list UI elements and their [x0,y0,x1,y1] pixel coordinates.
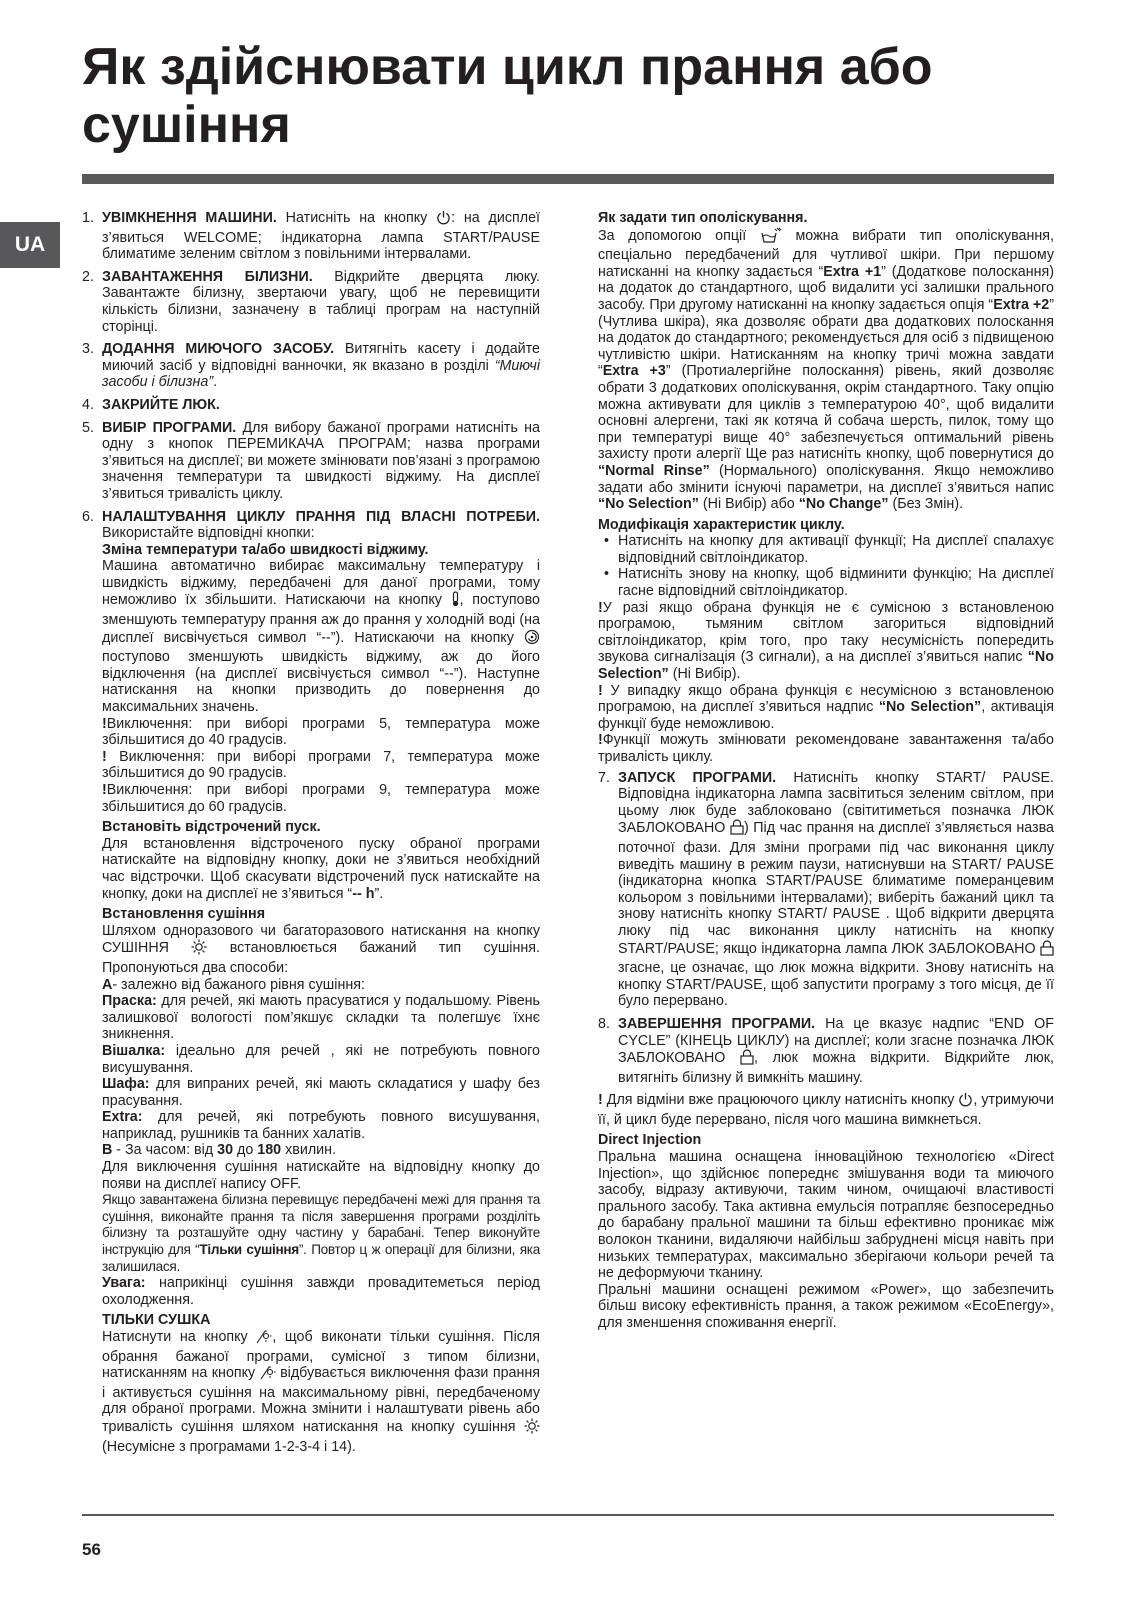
drying-closet [102,1076,540,1109]
language-tab: UA [0,222,60,268]
exception-note [102,716,540,749]
option-label: Вішалка: [102,1042,166,1059]
exception-note [102,749,540,782]
text: ”. Повтор ц ж операції для білизни, яка залишилася. [102,1242,541,1274]
drying-iron [102,993,540,1043]
text: За допомогою опції [598,227,760,244]
step-heading: ЗАВЕРШЕННЯ ПРОГРАМИ. [618,1015,816,1032]
emphasis: Тільки сушіння [199,1242,299,1258]
spin-icon [524,629,540,650]
text: , поступово зменшують температуру прання аж до прання у холодній воді (на дисплеї висвічується символ “--”). Натискаючи на кнопку [102,592,540,646]
step-5 [82,420,540,503]
step-number: 1. [82,210,94,226]
text: , активація функції буде неможливою. [598,699,1055,732]
step-heading: ВИБІР ПРОГРАМИ. [102,419,237,436]
bullet-icon: • [604,566,610,583]
step-number: 4. [82,396,94,413]
lock-icon [1040,940,1054,961]
bullet-item [598,533,1054,566]
dry-only-heading: ТІЛЬКИ СУШКА [102,1312,211,1329]
cooling-note [102,1275,540,1308]
text: відбувається виключення фази прання і активується сушіння на максимальному рівні, передбаченому для обраної програми. Можна змінити і налаштувати рівень або тривалість сушіння шляхом натискання на кнопку сушіння [102,1365,540,1435]
page-title: Як здійснювати цикл прання або сушіння [82,38,933,154]
option-name: Extra +3 [602,363,666,380]
drying-off-text: Для виключення сушіння натискайте на відповідну кнопку до появи на дисплеї напису OFF. [102,1159,540,1192]
thermometer-icon [451,591,460,612]
page-number: 56 [82,1540,101,1559]
step-heading: УВІМКНЕННЯ МАШИНИ. [102,210,277,226]
display-message: “No Selection” [598,496,699,513]
text: хвилин. [281,1142,337,1159]
step-number: 5. [82,419,94,436]
text: (Ні Вибір). [668,666,741,683]
value: 30 [217,1142,234,1159]
lock-icon [740,1049,754,1070]
display-message: “No Change” [798,496,889,513]
text: Натисніть кнопку START/ PAUSE. Відповідна індикаторна лампа засвітиться зеленим світлом, при цьому люк буде заблоковано (світитиметься позначка ЛЮК ЗАБЛОКОВАНО [618,769,1054,837]
text: ) Під час прання на дисплеї з’являється назва поточної фази. Для зміни програми під час виконання циклу виведіть машину в режим паузи, натиснувши на START/ PAUSE (індикаторна кнопка START/PAUSE блиматиме померанцевим кольором з повільними інтервалами); виберіть бажаний цикл та знову натисніть кнопку START/ PAUSE . Щоб відкрити дверцята люку під час виконання циклу натисніть на кнопку START/PAUSE; якщо індикаторна лампа ЛЮК ЗАБЛОКОВАНО [618,820,1054,957]
dry-only-icon [260,1365,276,1385]
step-2 [82,269,540,335]
text: Для відміни вже працюючого циклу натисніть кнопку [602,1092,959,1109]
bullet-icon: • [604,533,610,550]
text: Натисніть знову на кнопку, щоб відминити функцію; На дисплеї гасне відповідний світлоіндикатор. [618,566,1054,600]
text: Натисніть на кнопку для активації функції; На дисплеї спалахує відповідний світлоіндикатор. [618,533,1054,566]
text: Для встановлення відстроченого пуску обраної програми натискайте на відповідну кнопку, доки не з’явиться необхідний час відстрочки. Щоб скасувати відстрочений пуск натискайте на кнопку, доки на дисплеї не з’явиться “ [102,835,540,902]
step-text: . [213,374,218,391]
step-7 [598,770,1054,1010]
text: ” (Додаткове полоскання) на додаток до стандартного, щоб видалити усі залишки прального засобу. При другому натисканні на кнопку задається опція “ [598,263,1055,313]
warning-icon: ! [102,715,107,732]
warning-icon: ! [102,782,107,798]
drying-extra [102,1109,540,1142]
step-6 [82,509,540,1456]
step-text: Натисніть на кнопку [276,210,437,226]
bullet-item [598,566,1054,599]
step-number: 2. [82,268,94,285]
text: (Ні Вибір) або [698,496,799,513]
text: Виключення: при виборі програми 9, температура може збільшитися до 60 градусів. [102,782,540,815]
text: Виключення: при виборі програми 5, температура може збільшитися до 40 градусів. [102,715,540,749]
option-label: В [102,1142,113,1159]
step-heading: ЗАКРИЙТЕ ЛЮК. [102,396,220,413]
text: встановлюється бажаний тип сушіння. Пропонуються два способи: [102,940,540,976]
warning-icon: ! [598,599,603,616]
stop-cycle-note [598,1092,1054,1128]
step-3 [82,341,540,391]
sun-drying-icon [191,939,207,960]
note-label: Увага: [102,1275,146,1292]
text: наприкінці сушіння завжди провадитеметься період охолодження. [102,1275,540,1308]
drying-setup-text [102,923,540,977]
overload-text [102,1192,540,1275]
functions-note [598,732,1054,765]
text: ”. [374,885,384,902]
warning-icon: ! [598,682,603,699]
display-message: “No Selection” [878,699,982,716]
direct-injection-text: Пральна машина оснащена інноваційною технологією «Direct Injection», що здійснює попереднє змішування води та миючого засобу, відразу активуючи, таким чином, очищаючі властивості прального засобу. Така активна емульсія потрапляє безпосередньо до барабану пральної машини та більш ефективно проникає між волокон тканини, видаляючи найбільш забруднені місця навіть при низьких температурах, максимально зберігаючи кольори речей та не деформуючи тканину. [598,1149,1054,1282]
drying-option-b [102,1142,540,1159]
option-label: Шафа: [102,1076,150,1093]
delay-start-text [102,836,540,902]
step-1 [82,210,540,263]
step-text: Для вибору бажаної програми натисніть на одну з кнопок ПЕРЕМИКАЧА ПРОГРАМ; назва програми з’явиться на дисплеї; ви можете змінювати пов’язані з програмою значення температури та швидкості віджиму. На дисплеї з’явиться тривалість циклу. [102,419,540,502]
step-number: 8. [598,1015,610,1032]
text: У разі якщо обрана функція не є сумісною з встановленою програмою, тьмяним світлом загориться відповідний світлоіндикатор, крім того, про таку несумісність попередить звукова сигналізація (3 сигнали), а на дисплеї з’явиться напис [598,599,1054,666]
cycle-modification-heading: Модифікація характеристик циклу. [598,516,845,533]
dry-only-text [102,1329,540,1455]
temperature-spin-text [102,558,540,715]
left-column [82,210,540,1461]
step-heading: НАЛАШТУВАННЯ ЦИКЛУ ПРАННЯ ПІД ВЛАСНІ ПОТРЕБИ. [102,508,540,525]
step-number: 3. [82,341,94,358]
text: до [233,1142,258,1159]
step-4 [82,397,540,414]
text: поступово зменшують швидкість віджиму, аж до його відключення (на дисплеї висвічується символ “--”). Наступне натискання на кнопки призводить до повернення до максимальних значень. [102,649,540,716]
option-label: Extra: [102,1109,143,1126]
right-column [598,210,1054,1332]
option-name: Extra +2 [993,296,1050,313]
text: Виключення: при виборі програми 7, температура може збільшитися до 90 градусів. [102,748,540,782]
step-number: 6. [82,508,94,525]
footer-divider [82,1514,1054,1516]
step-heading: ЗАПУСК ПРОГРАМИ. [618,769,777,786]
incompatibility-note [598,600,1054,683]
text: Машина автоматично вибирає максимальну температуру і швидкість віджиму, передбачені для даної програми, тому неможливо їх збільшити. Натискаючи на кнопку [102,558,540,609]
rinse-text [598,227,1054,513]
warning-icon: ! [102,748,107,765]
step-text: Відкрийте дверцята люку. Завантажте білизну, звертаючи увагу, щоб не перевищити кількість білизни, зазначену в таблиці програм на наступній сторінці. [102,268,540,335]
section-reference: “Миючі засоби і білизна” [102,357,540,391]
option-label: Праска: [102,993,157,1010]
text: для випраних речей, які мають складатися у шафу без прасування. [102,1076,540,1109]
text: (Несумісне з програмами 1-2-3-4 і 14). [102,1438,356,1455]
power-mode-text: Пральні машини оснащені режимом «Power», що забезпечить більш високу ефективність прання, а також режимом «EcoEnergy», для зменшення споживання енергії. [598,1281,1054,1331]
power-icon [958,1092,973,1112]
text: можна вибрати тип ополіскування, спеціально передбачений для чутливої шкіри. При першому натисканні на кнопку задається “ [598,227,1054,280]
direct-injection-heading: Direct Injection [598,1132,702,1149]
text: , утримуючи її, й цикл буде перервано, після чого машина вимкнеться. [598,1092,1055,1128]
step-8 [598,1016,1054,1086]
step-heading: ЗАВАНТАЖЕННЯ БІЛИЗНИ. [102,268,313,285]
rinse-heading: Як задати тип ополіскування. [598,210,808,226]
temperature-spin-heading: Зміна температури та/або швидкості віджиму. [102,541,429,558]
text: На це вказує надпис “END OF CYCLE” (КІНЕЦЬ ЦИКЛУ) на дисплеї; коли згасне позначка ЛЮК ЗАБЛОКОВАНО [618,1015,1055,1067]
step-text: Використайте відповідні кнопки: [102,525,315,542]
step-text: : на дисплеї з’явиться WELCOME; індикаторна лампа START/PAUSE блиматиме зеленим світлом з повільними інтервалами. [102,210,540,263]
step-text: Витягніть касету і додайте миючий засіб у відповідні ванночки, як вказано в розділі [102,341,540,374]
step-heading: ДОДАННЯ МИЮЧОГО ЗАСОБУ. [102,341,335,358]
display-message: “No Selection” [598,649,1054,683]
text: , щоб виконати тільки сушіння. Після обрання бажаної програми, сумісної з типом білизни, натисканням на кнопку [102,1329,540,1382]
text: (Нормального) ополіскування. Якщо неможливо задати або змінити існуючі параметри, на дисплеї з’явиться напис [598,462,1054,496]
text: У випадку якщо обрана функція є несумісною з встановленою програмою, на дисплеї з’явиться надпис [598,682,1054,716]
delay-start-heading: Встановіть відстрочений пуск. [102,819,321,836]
text: , люк можна відкрити. Відкрийте люк, витягніть білизну й вимкніть машину. [618,1050,1055,1086]
text: Шляхом одноразового чи багаторазового натискання на кнопку СУШІННЯ [102,922,540,957]
incompatibility-note [598,683,1054,733]
rinse-icon [760,227,782,248]
text: для речей, які мають прасуватися у подальшому. Рівень залишкової вологості пом’якшує складки та полегшує їхнє зникнення. [102,993,540,1043]
text: Натиснути на кнопку [102,1329,257,1345]
text: ” (Протиалергійне полоскання) рівень, який дозволяє обрати 3 додаткових ополіскування, окрім стандартного. Таку опцію можна активувати для циклів з температурою 40°, щоб видалити основні алергени, такі як котяча й собача шерсть, пилок, тому що при температурі вище 40° забезпечується оптимальний рівень захисту проти алергії Ще раз натисніть кнопку, щоб повернутися до [598,363,1054,463]
text: для речей, які потребують повного висушування, наприклад, рушників та банних халатів. [102,1109,540,1142]
lock-icon [730,819,744,840]
text: Якщо завантажена білизна перевищує передбачені межі для прання та сушіння, виконайте прання та після завершення програми розділіть білизну та розташуйте одну частину у барабані. Тепер виконуйте інструкцію для “ [102,1192,540,1258]
exception-note [102,782,540,815]
text: - залежно від бажаного рівня сушіння: [112,976,365,993]
text: ідеально для речей , які не потребують повного висушування. [102,1042,540,1076]
text: (Без Змін). [888,496,964,513]
text: - За часом: від [112,1142,218,1159]
dry-only-icon [256,1329,272,1349]
text: ” (Чутлива шкіра), яка дозволяє обрати два додаткових полоскання на додаток до стандартного; рекомендується для осіб з підвищеною чутливістю шкіри. Натисканням на кнопку тричі можна завдати “ [598,296,1054,380]
title-divider [82,174,1054,184]
drying-option-a [102,977,540,994]
power-icon [436,210,451,230]
option-name: “Normal Rinse” [598,462,710,479]
text: згасне, це означає, що люк можна відкрити. Знову натисніть на кнопку START/PAUSE, щоб запустити програму з того місця, де її було перервано. [618,960,1054,1010]
drying-hanger [102,1043,540,1076]
sun-drying-icon [524,1418,540,1439]
text: Функції можуть змінювати рекомендоване завантаження та/або тривалість циклу. [598,732,1054,765]
warning-icon: ! [598,1092,603,1109]
step-number: 7. [598,769,610,786]
drying-setup-heading: Встановлення сушіння [102,906,266,923]
option-label: А [102,976,113,993]
display-symbol: -- h [352,885,375,902]
warning-icon: ! [598,732,603,749]
value: 180 [257,1142,282,1159]
option-name: Extra +1 [823,263,882,280]
